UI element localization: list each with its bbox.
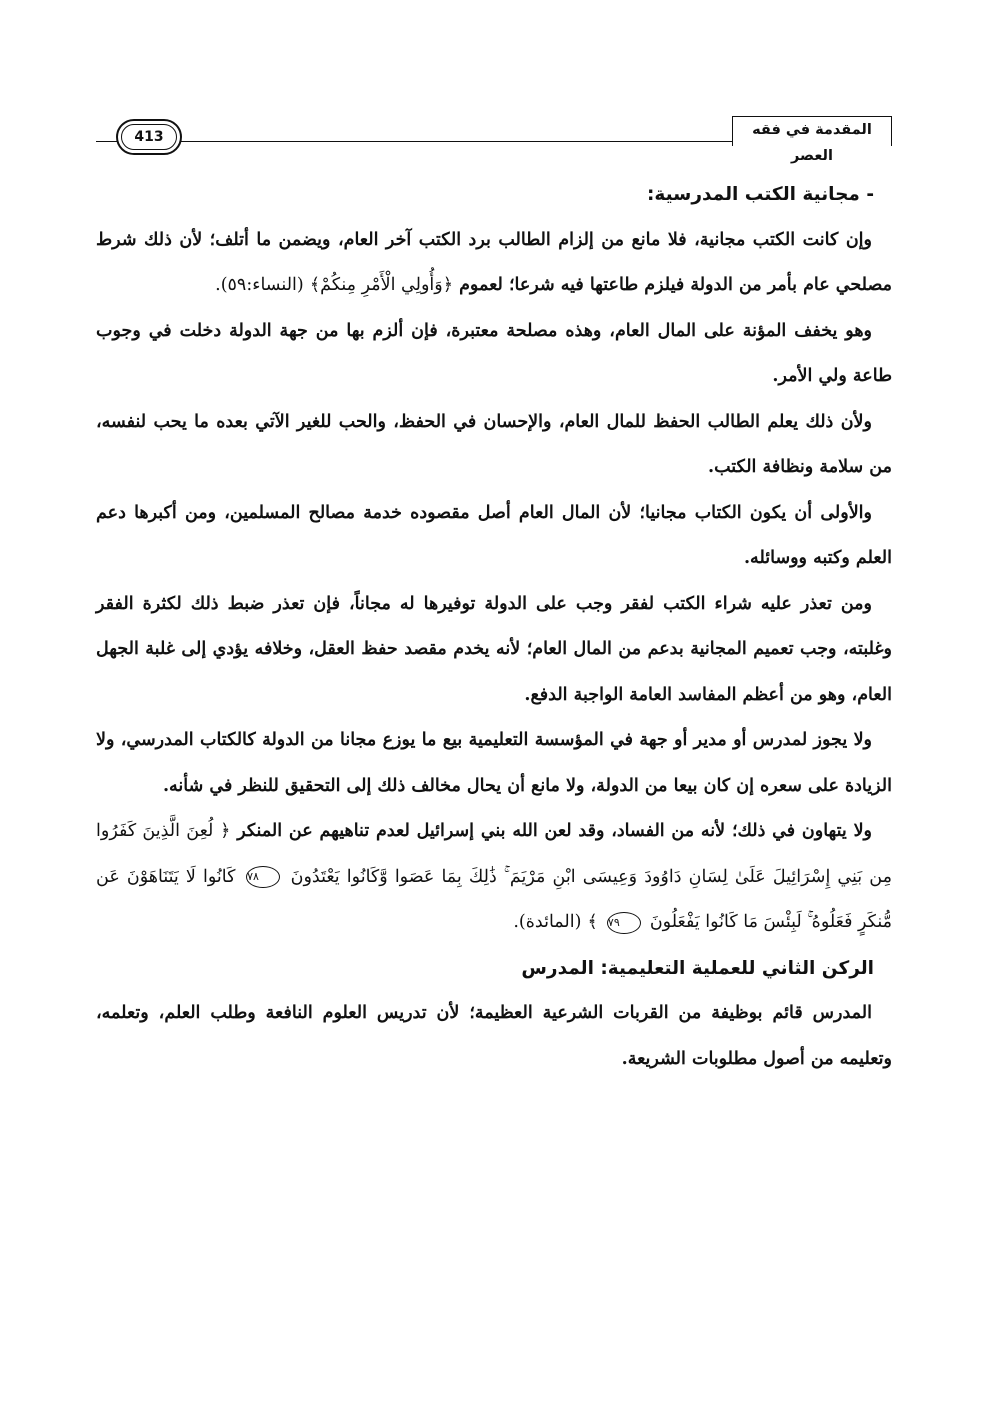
quran-verse: كَانُوا لَا يَتَنَاهَوْنَ عَن مُّنكَرٍ فَعَلُوهُ ۚ لَبِئْسَ مَا كَانُوا يَفْعَلُونَ	[96, 866, 892, 932]
paragraph: والأولى أن يكون الكتاب مجانيا؛ لأن المال العام أصل مقصوده خدمة مصالح المسلمين، ومن أكبرها دعم العلم وكتبه ووسائله.	[96, 502, 892, 568]
quran-open-bracket: ﴿	[220, 821, 231, 841]
quran-close-bracket: ﴾	[309, 275, 321, 295]
paragraph	[96, 809, 892, 946]
paragraph: ولا يجوز لمدرس أو مدير أو جهة في المؤسسة التعليمية بيع ما يوزع مجانا من الدولة كالكتاب المدرسي، ولا الزيادة على سعره إن كان بيعا من الدولة، ولا مانع أن يحال مخالف ذلك إلى التحقيق للنظر في شأنه.	[96, 730, 892, 796]
verse-reference: (المائدة).	[513, 912, 582, 932]
quran-open-bracket: ﴿	[442, 275, 453, 295]
section-heading-teacher: الركن الثاني للعملية التعليمية: المدرس	[521, 957, 874, 979]
paragraph-text: وإن كانت الكتب مجانية، فلا مانع من إلزام الطالب برد الكتب آخر العام، ويضمن ما أتلف؛ لأن ذلك شرط مصلحي عام بأمر من الدولة فيلزم طاعتها فيه شرعا؛ لعموم	[96, 229, 892, 295]
book-title: المقدمة في فقه العصر	[732, 116, 892, 146]
paragraph	[96, 218, 892, 309]
quran-verse: لُعِنَ الَّذِينَ كَفَرُوا مِن بَنِي إِسْرَائِيلَ عَلَىٰ لِسَانِ دَاوُودَ وَعِيسَى ابْنِ مَرْيَمَ ۚ ذَٰلِكَ بِمَا عَصَوا وَّكَانُوا يَعْتَدُونَ	[96, 821, 892, 887]
ayah-number: ٧٩	[607, 912, 641, 934]
page-number-badge	[116, 119, 182, 155]
quran-close-bracket: ﴾	[587, 912, 598, 932]
paragraph: وهو يخفف المؤنة على المال العام، وهذه مصلحة معتبرة، فإن ألزم بها من جهة الدولة دخلت في وجوب طاعة ولي الأمر.	[96, 320, 892, 386]
paragraph: ولأن ذلك يعلم الطالب الحفظ للمال العام، والإحسان في الحفظ، والحب للغير الآتي بعده ما يحب لنفسه، من سلامة ونظافة الكتب.	[96, 411, 892, 477]
section-heading-free-textbooks: - مجانية الكتب المدرسية:	[646, 184, 874, 205]
verse-reference: (النساء:٥٩).	[215, 275, 304, 295]
paragraph: المدرس قائم بوظيفة من القربات الشرعية العظيمة؛ لأن تدريس العلوم النافعة وطلب العلم، وتعلمه، وتعليمه من أصول مطلوبات الشريعة.	[96, 1003, 892, 1069]
quran-verse: وَأُولِي الْأَمْرِ مِنكُمْ	[320, 275, 443, 295]
ayah-number: ٧٨	[246, 866, 280, 888]
page-number: 413	[134, 129, 164, 145]
paragraph: ومن تعذر عليه شراء الكتب لفقر وجب على الدولة توفيرها له مجاناً، فإن تعذر ضبط ذلك لكثرة الفقر وغلبته، وجب تعميم المجانية بدعم من المال العام؛ لأنه يخدم مقصد حفظ العقل، وخلافه يؤدي إلى غلبة الجهل العام، وهو من أعظم المفاسد العامة الواجبة الدفع.	[96, 593, 892, 705]
paragraph-text: ولا يتهاون في ذلك؛ لأنه من الفساد، وقد لعن الله بني إسرائيل لعدم تناهيهم عن المنكر	[237, 821, 873, 841]
page-body	[96, 172, 892, 1082]
running-header	[0, 0, 1004, 164]
